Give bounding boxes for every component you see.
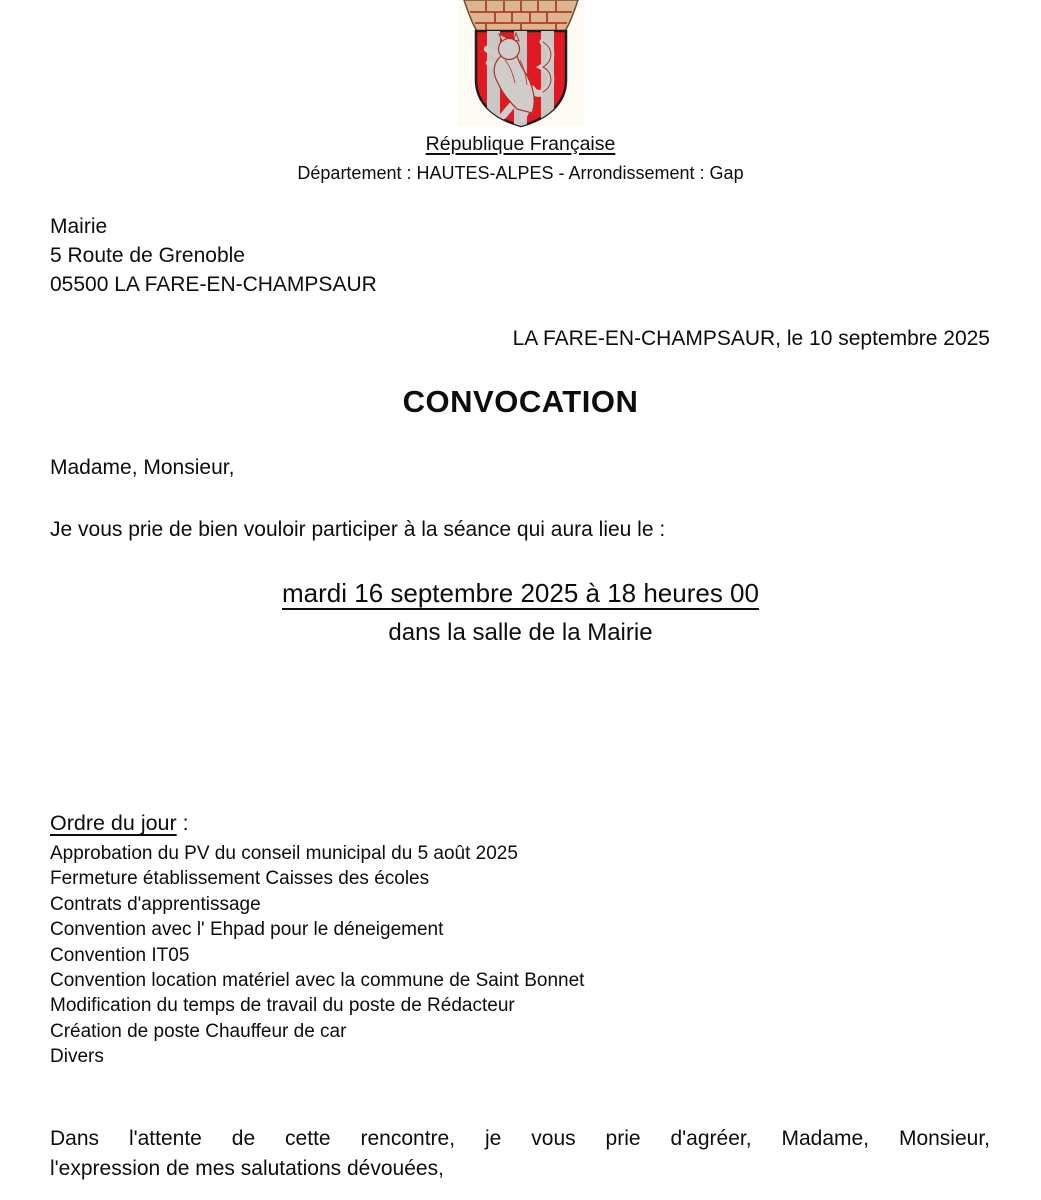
document-title: CONVOCATION <box>402 384 639 419</box>
agenda-item: Modification du temps de travail du poste de Rédacteur <box>50 995 515 1017</box>
coat-of-arms-svg <box>450 0 592 129</box>
agenda-item: Création de poste Chauffeur de car <box>50 1020 347 1042</box>
address-line-name: Mairie <box>50 215 108 238</box>
agenda-item: Approbation du PV du conseil municipal du 5 août 2025 <box>50 843 518 864</box>
meeting-datetime <box>0 576 1041 610</box>
department-line: Département : HAUTES-ALPES - Arrondissement : Gap <box>297 163 744 183</box>
agenda-item: Convention IT05 <box>50 944 190 966</box>
agenda-item: Fermeture établissement Caisses des écoles <box>50 868 430 890</box>
agenda-heading-colon: : <box>176 811 189 835</box>
address-line-street: 5 Route de Grenoble <box>50 244 245 267</box>
agenda-section <box>50 809 990 1070</box>
intro-paragraph: Je vous prie de bien vouloir participer à la séance qui aura lieu le : <box>50 518 666 541</box>
agenda-item: Contrats d'apprentissage <box>50 893 261 915</box>
agenda-heading <box>50 809 990 837</box>
meeting-datetime-text: mardi 16 septembre 2025 à 18 heures 00 <box>282 578 759 608</box>
closing-line-2: l'expression de mes salutations dévouées, <box>50 1156 444 1180</box>
address-line-city: 05500 LA FARE-EN-CHAMPSAUR <box>50 273 377 296</box>
closing-paragraph <box>50 1124 990 1183</box>
agenda-heading-text: Ordre du jour <box>50 811 177 835</box>
meeting-location: dans la salle de la Mairie <box>388 619 653 646</box>
coat-of-arms-icon <box>450 0 592 129</box>
agenda-item: Convention location matériel avec la commune de Saint Bonnet <box>50 970 585 992</box>
agenda-item: Divers <box>50 1046 104 1068</box>
sender-address <box>50 212 377 299</box>
republic-line: République Française <box>425 133 616 155</box>
closing-line-1: Dans l'attente de cette rencontre, je vous prie d'agréer, Madame, Monsieur, <box>50 1127 990 1150</box>
agenda-item: Convention avec l' Ehpad pour le déneigement <box>50 919 444 941</box>
salutation: Madame, Monsieur, <box>50 456 235 479</box>
dateline: LA FARE-EN-CHAMPSAUR, le 10 septembre 2025 <box>512 327 990 350</box>
mural-crown <box>464 0 578 31</box>
